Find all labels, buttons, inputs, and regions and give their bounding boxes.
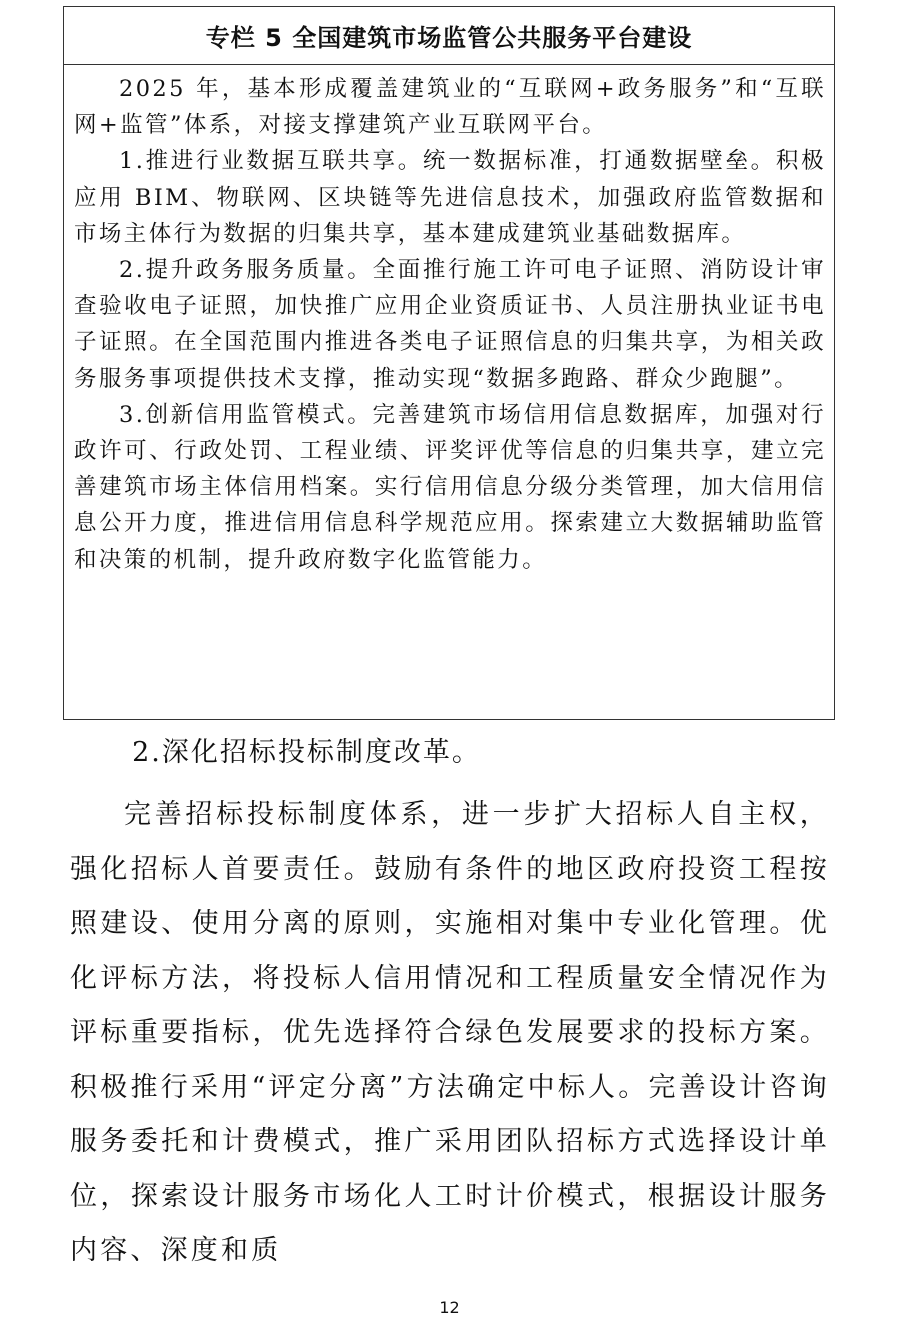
box-paragraph-3: 3.创新信用监管模式。完善建筑市场信用信息数据库，加强对行政许可、行政处罚、工程业绩、评奖评优等信息的归集共享，建立完善建筑市场主体信用档案。实行信用信息分级分类管理，加大信用信息公开力度，推进信用信息科学规范应用。探索建立大数据辅助监管和决策的机制，提升政府数字化监管能力。: [74, 401, 826, 573]
box-paragraph-intro: 2025 年，基本形成覆盖建筑业的“互联网+政务服务”和“互联网+监管”体系，对接支撑建筑产业互联网平台。: [74, 76, 826, 139]
special-column-box: [63, 6, 835, 720]
body-paragraph: 完善招标投标制度体系，进一步扩大招标人自主权，强化招标人首要责任。鼓励有条件的地区政府投资工程按照建设、使用分离的原则，实施相对集中专业化管理。优化评标方法，将投标人信用情况和工程质量安全情况作为评标重要指标，优先选择符合绿色发展要求的投标方案。积极推行采用“评定分离”方法确定中标人。完善设计咨询服务委托和计费模式，推广采用团队招标方式选择设计单位，探索设计服务市场化人工时计价模式，根据设计服务内容、深度和质: [70, 799, 830, 1266]
box-paragraph-2: 2.提升政务服务质量。全面推行施工许可电子证照、消防设计审查验收电子证照，加快推广应用企业资质证书、人员注册执业证书电子证照。在全国范围内推进各类电子证照信息的归集共享，为相关政务服务事项提供技术支撑，推动实现“数据多跑路、群众少跑腿”。: [74, 257, 826, 392]
box-title: 专栏 5 全国建筑市场监管公共服务平台建设: [64, 7, 834, 65]
main-text: [70, 728, 830, 1279]
box-paragraph-1: 1.推进行业数据互联共享。统一数据标准，打通数据壁垒。积极应用 BIM、物联网、区块链等先进信息技术，加强政府监管数据和市场主体行为数据的归集共享，基本建成建筑业基础数据库。: [74, 148, 826, 247]
box-body: [64, 65, 834, 578]
page-number: 12: [439, 1298, 460, 1317]
section-heading: 2.深化招标投标制度改革。: [132, 737, 481, 768]
